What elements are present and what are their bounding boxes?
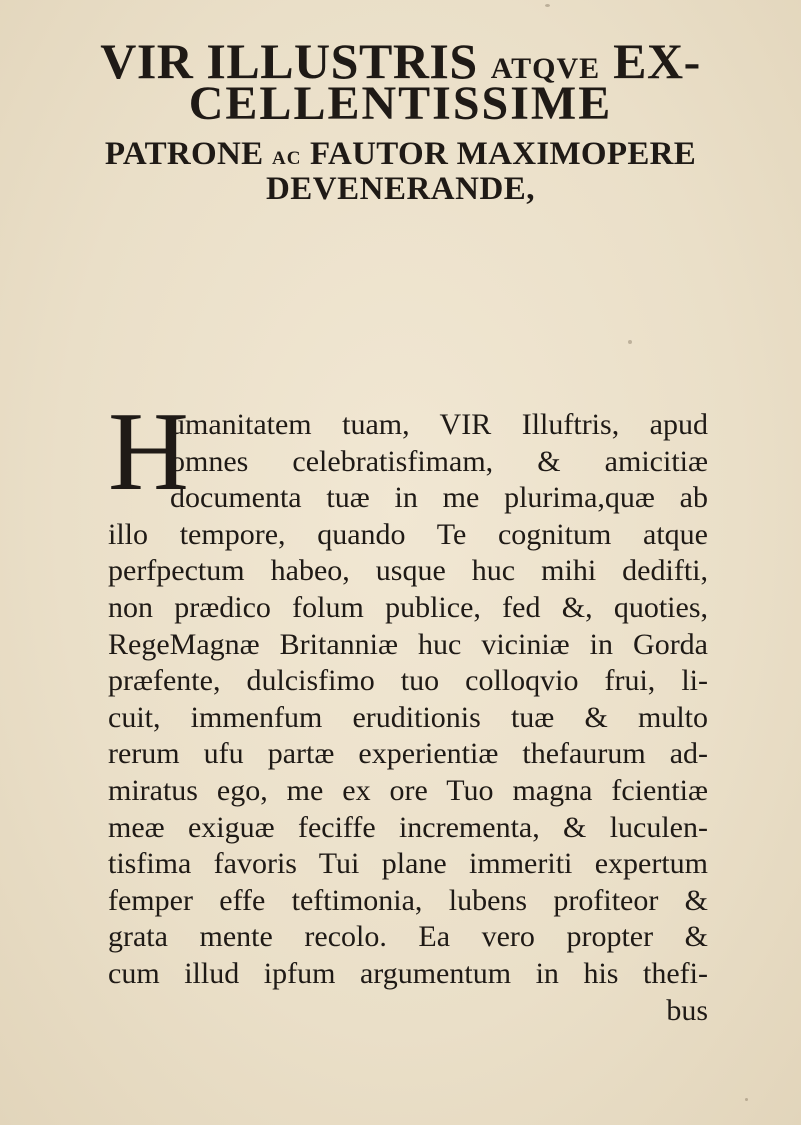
heading-line-3-main-a: PATRONE <box>104 136 272 172</box>
body-line: meæ exiguæ feciffe incrementa, & luculen- <box>108 810 708 844</box>
heading-line-4: DEVENERANDE, <box>265 171 536 207</box>
paper-fleck <box>745 1098 748 1101</box>
body-line: omnes celebratisfimam, & amicitiæ <box>170 444 708 478</box>
body-line: grata mente recolo. Ea vero propter & <box>108 920 708 954</box>
body-line: documenta tuæ in me plurima,quæ ab <box>170 481 708 515</box>
body-line: præfente, dulcisfimo tuo colloqvio frui, li- <box>108 664 708 698</box>
heading-line-1-small: ATQVE <box>490 52 601 85</box>
heading-line-3-main-b: FAUTOR MAXIMOPERE <box>301 136 697 172</box>
body-line: cuit, immenfum eruditionis tuæ & multo <box>108 700 708 734</box>
body-line-catchword: bus <box>666 993 708 1027</box>
body-line: non prædico folum publice, fed &, quoties, <box>108 590 708 624</box>
heading-line-3-small: AC <box>271 148 302 169</box>
body-line: femper effe teftimonia, lubens profiteor & <box>108 883 708 917</box>
drop-cap: H <box>108 390 189 514</box>
paper-fleck <box>628 340 632 344</box>
heading-line-1-main: VIR ILLUSTRIS <box>100 33 491 89</box>
body-line: RegeMagnæ Britanniæ huc viciniæ in Gorda <box>108 627 708 661</box>
body-paragraph <box>108 407 708 1029</box>
heading-line-2: CELLENTISSIME <box>188 77 613 130</box>
body-line: miratus ego, me ex ore Tuo magna fcientiæ <box>108 773 708 807</box>
body-line: rerum ufu partæ experientiæ thefaurum ad- <box>108 737 708 771</box>
body-line: umanitatem tuam, VIR Illuftris, apud <box>170 408 708 441</box>
paper-fleck <box>545 4 550 7</box>
heading-line-1-end: EX- <box>600 33 701 89</box>
body-line: perfpectum habeo, usque huc mihi dedifti, <box>108 554 708 588</box>
body-line: illo tempore, quando Te cognitum atque <box>108 517 708 551</box>
body-line: cum illud ipfum argumentum in his thefi- <box>108 956 708 990</box>
heading-line-3 <box>0 138 801 171</box>
body-line: tisfima favoris Tui plane immeriti expertum <box>108 847 708 881</box>
